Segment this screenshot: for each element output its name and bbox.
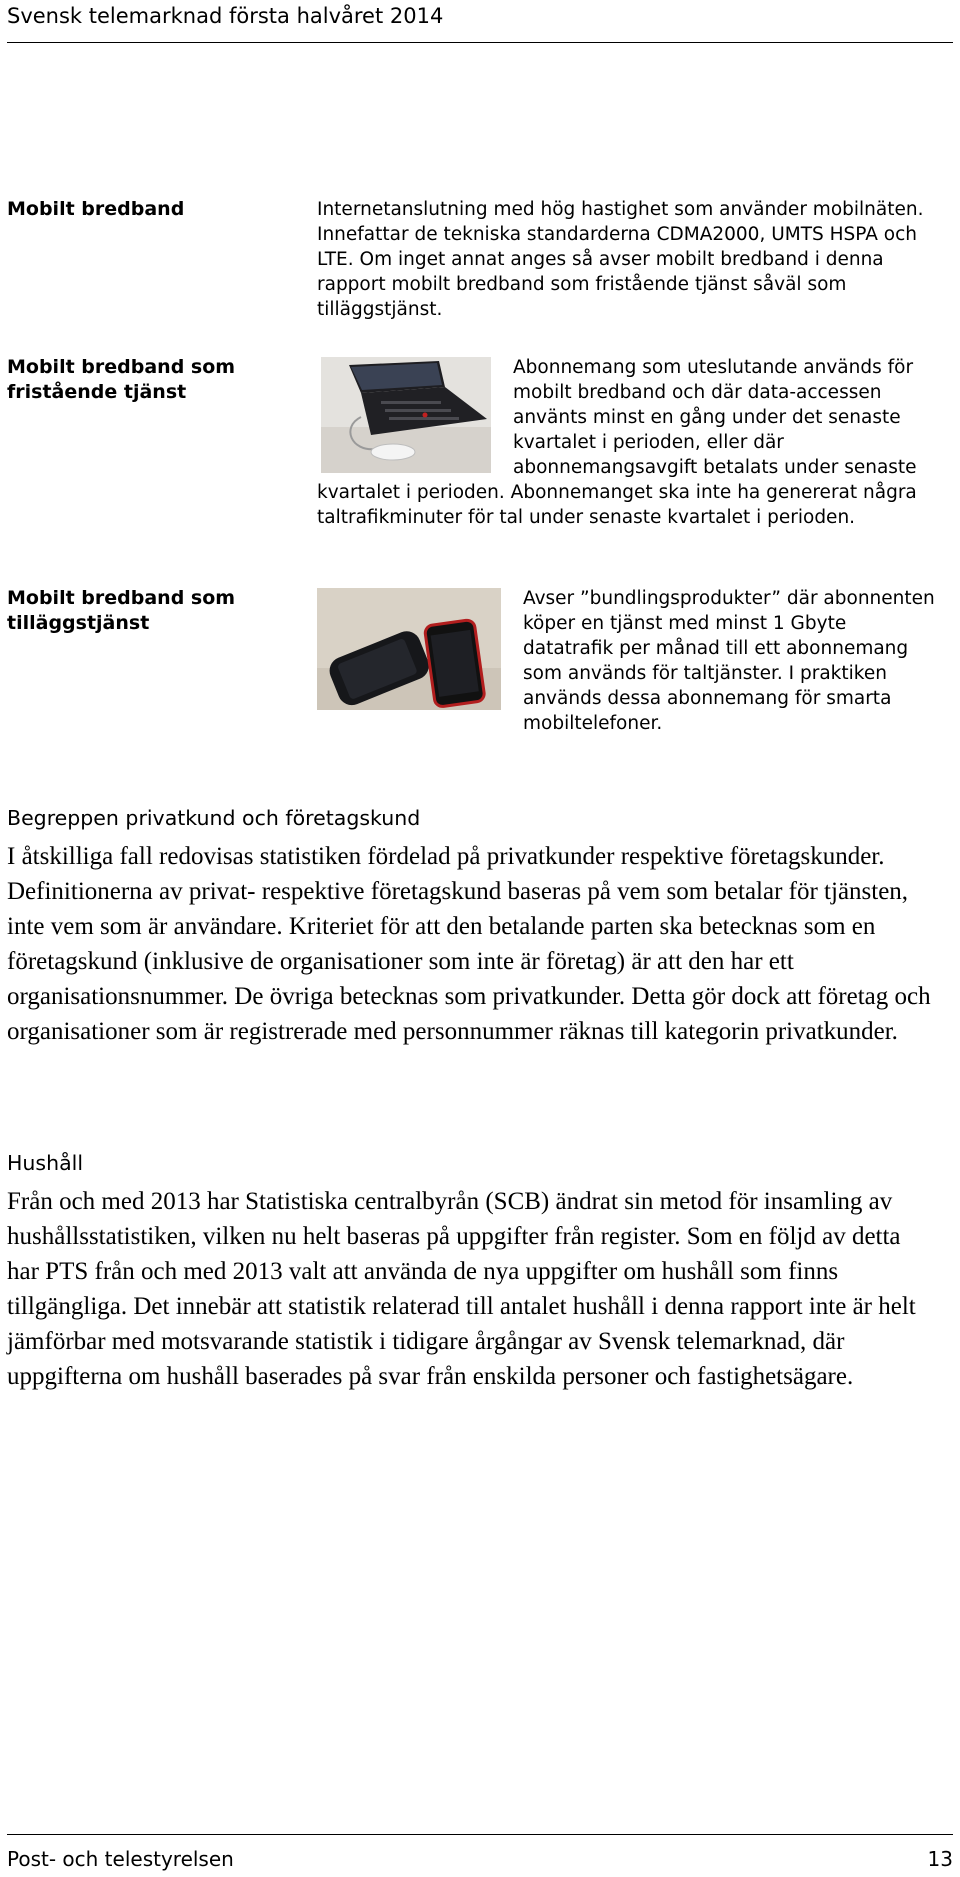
section-heading: Begreppen privatkund och företagskund: [7, 806, 421, 830]
section-body: Från och med 2013 har Statistiska centralbyrån (SCB) ändrat sin metod för insamling av hushållsstatistiken, vilken nu helt baseras på uppgifter från register. Som en följd av detta har PTS från och med 2013 valt att använda de nya uppgifter om hushåll som finns tillgängliga. Det innebär att statistik relaterad till antalet hushåll i denna rapport inte är helt jämförbar med motsvarande statistik i tidigare årgångar av Svensk telemarknad, där uppgifterna om hushåll baserades på svar från enskilda personer och fastighetsägare.: [7, 1188, 916, 1390]
publisher-name: Post- och telestyrelsen: [7, 1847, 234, 1871]
smartphones-image: [317, 588, 501, 710]
definition-text: Internetanslutning med hög hastighet som använder mobilnäten. Innefattar de tekniska standarderna CDMA2000, UMTS HSPA och LTE. Om inget annat anges så avser mobilt bredband i denna rapport mobilt bredband som fristående tjänst såväl som tilläggstjänst.: [317, 199, 924, 320]
definition-text: Abonnemang som uteslutande används för mobilt bredband och där data-accessen använts minst en gång under det senaste kvartalet i perioden, eller där abonnemangsavgift betalats under senaste kvartalet i perioden. Abonnemanget ska inte ha genererat några taltrafikminuter för tal under senaste kvartalet i perioden.: [317, 357, 917, 528]
section-heading: Hushåll: [7, 1151, 84, 1175]
definition-term: Mobilt bredband som tilläggstjänst: [7, 587, 236, 634]
report-title: Svensk telemarknad första halvåret 2014: [7, 4, 444, 28]
definition-text-block: [317, 586, 937, 736]
definition-term: Mobilt bredband som fristående tjänst: [7, 356, 236, 403]
page-number: 13: [927, 1847, 953, 1871]
definition-text: Avser ”bundlingsprodukter” där abonnenten köper en tjänst med minst 1 Gbyte datatrafik per månad till ett abonnemang som används för taltjänster. I praktiken används dessa abonnemang för smarta mobiltelefoner.: [523, 588, 935, 734]
definition-term: Mobilt bredband: [7, 198, 185, 220]
section-body: I åtskilliga fall redovisas statistiken fördelad på privatkunder respektive företagskunder. Definitionerna av privat- respektive företagskund baseras på vem som betalar för tjänsten, inte vem som är användare. Kriteriet för att den betalande parten ska betecknas som en företagskund (inklusive de organisationer som inte är företag) är att den har ett organisationsnummer. De övriga betecknas som privatkunder. Detta gör dock att företag och organisationer som är registrerade med personnummer räknas till kategorin privatkunder.: [7, 843, 931, 1045]
page-footer: [7, 1834, 953, 1877]
page-header: [7, 0, 953, 43]
definition-text-block: [317, 355, 937, 530]
laptop-modem-image: [321, 357, 491, 473]
